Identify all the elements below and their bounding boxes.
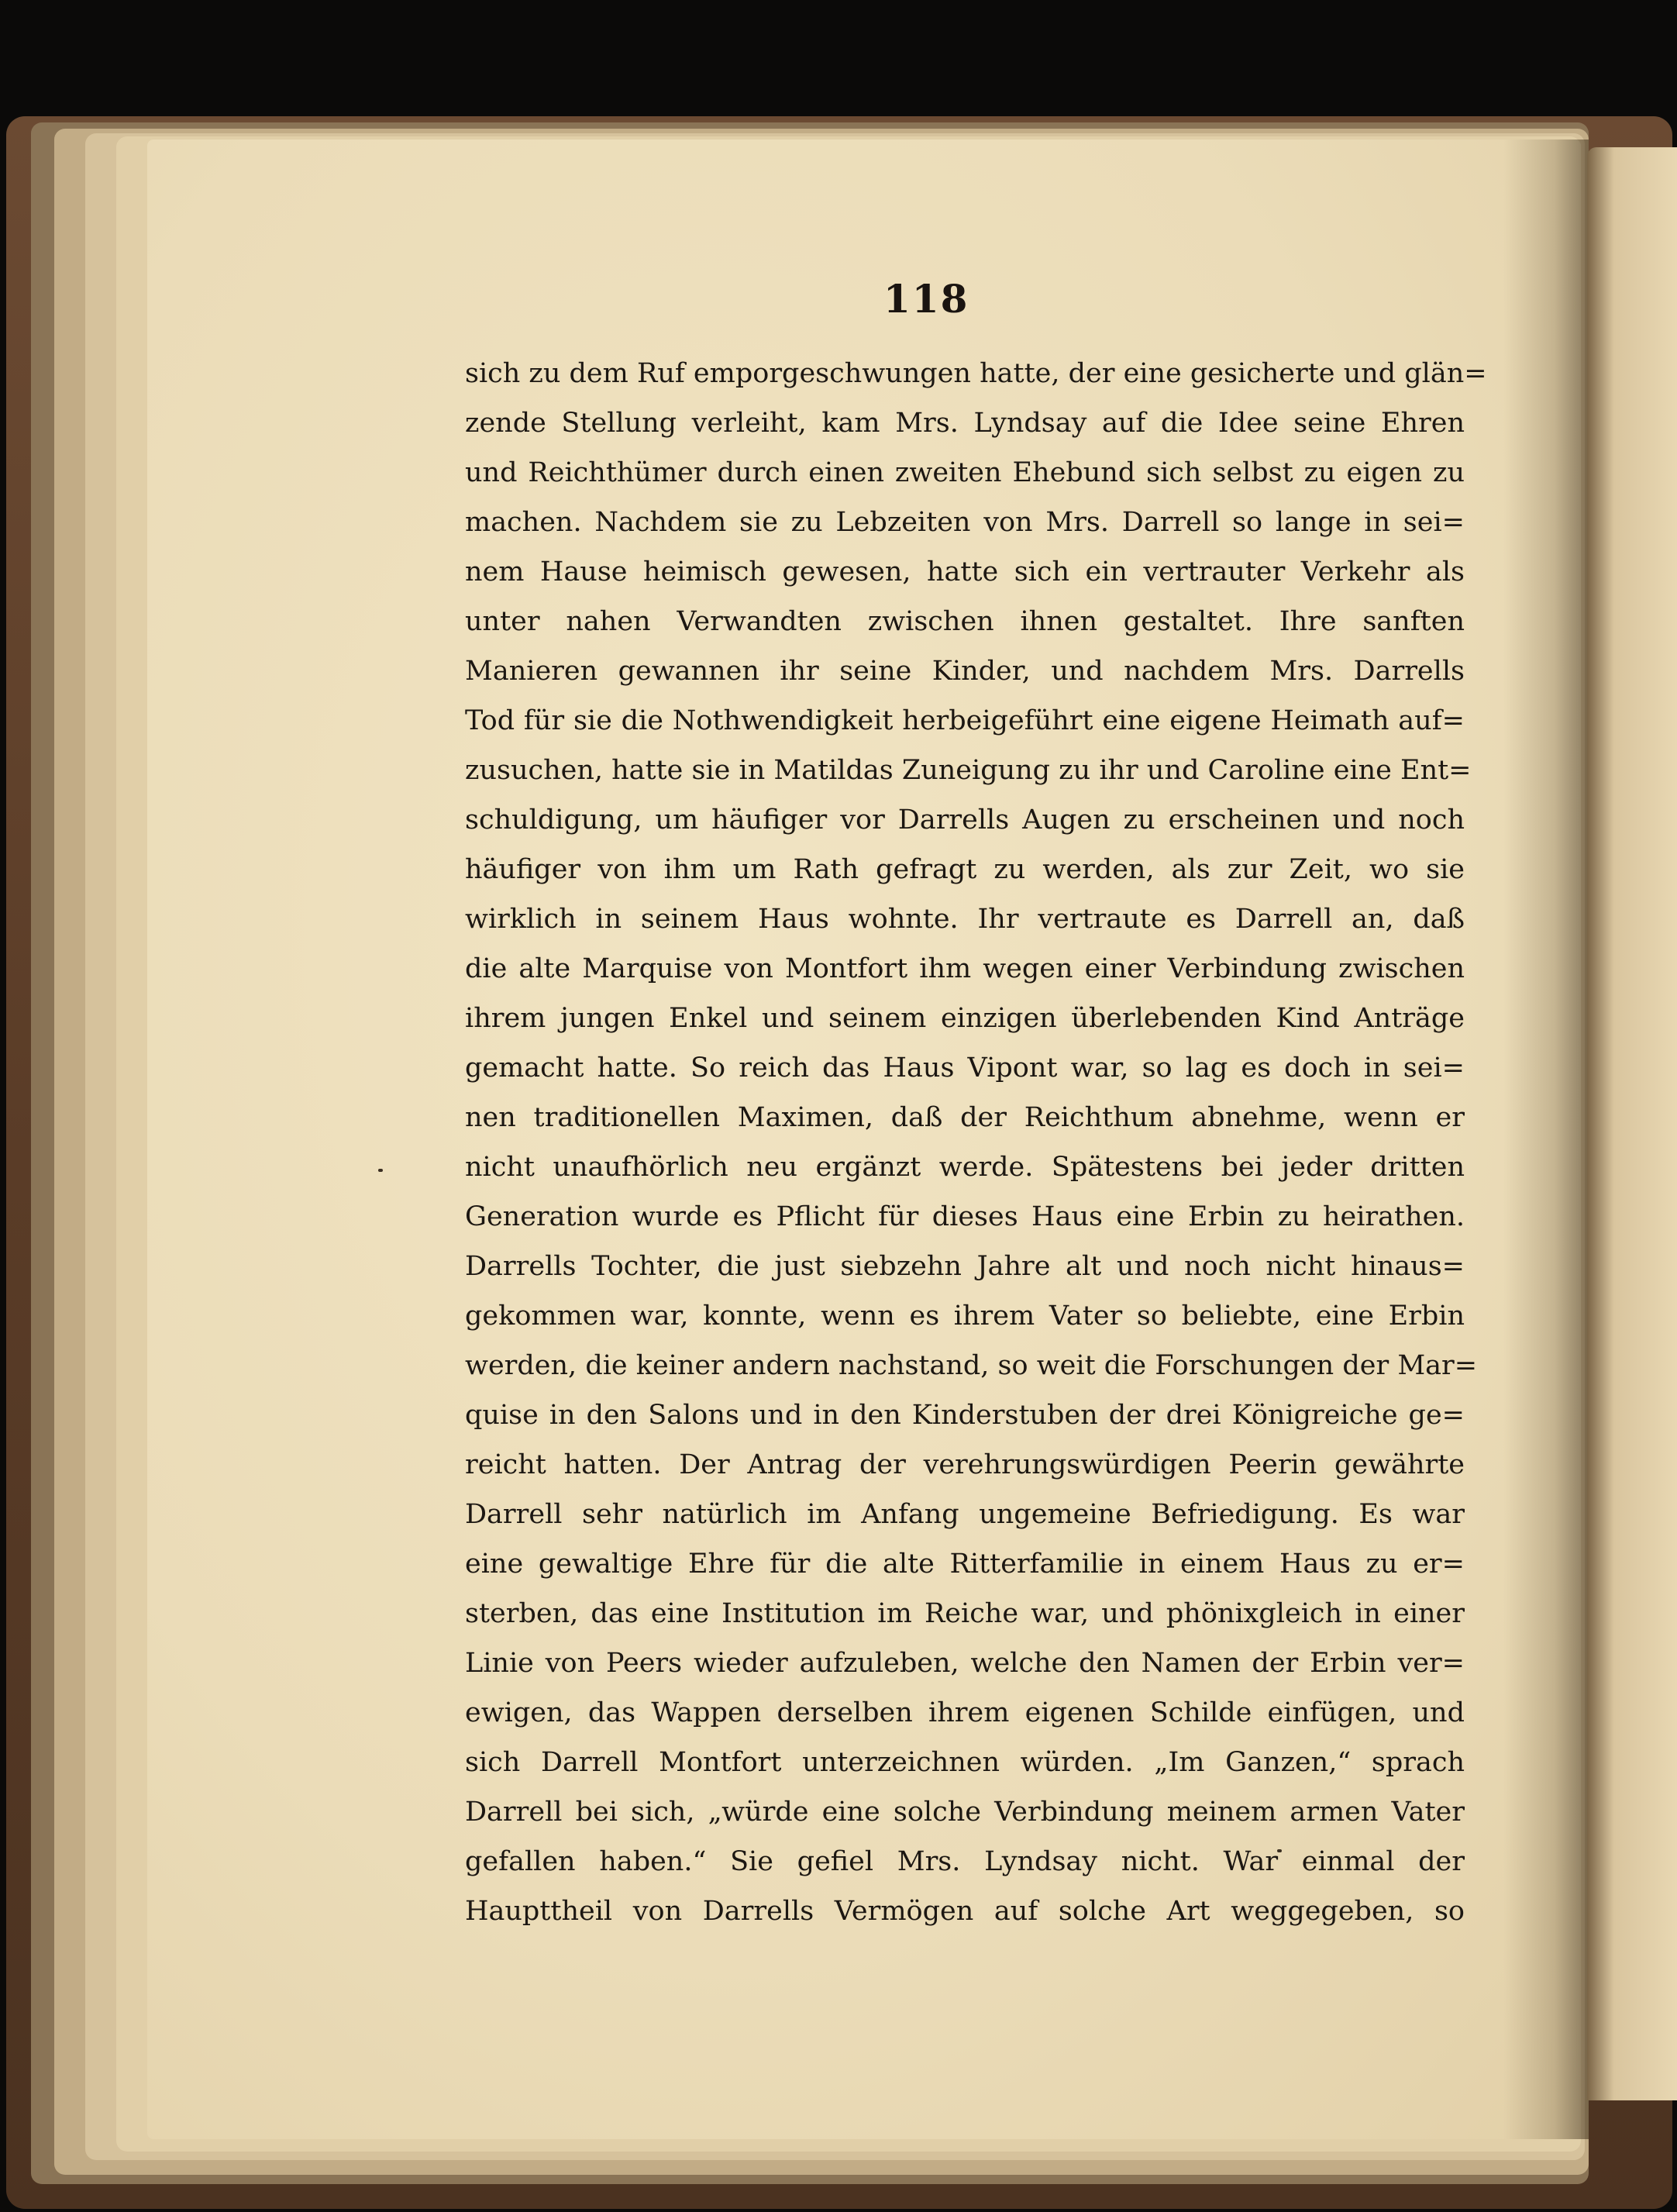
text-line: sterben, das eine Institution im Reiche war, und phönixgleich in einer: [465, 1598, 1465, 1629]
text-line: wirklich in seinem Haus wohnte. Ihr vertraute es Darrell an, daß: [465, 904, 1465, 935]
text-line: ihrem jungen Enkel und seinem einzigen überlebenden Kind Anträge: [465, 1003, 1465, 1034]
text-line: Darrell sehr natürlich im Anfang ungemeine Befriedigung. Es war: [465, 1499, 1465, 1530]
text-line: machen. Nachdem sie zu Lebzeiten von Mrs. Darrell so lange in sei=: [465, 507, 1465, 538]
text-line: nicht unaufhörlich neu ergänzt werde. Spätestens bei jeder dritten: [465, 1152, 1465, 1183]
ink-speck: [378, 1169, 383, 1172]
text-line: sich zu dem Ruf emporgeschwungen hatte, der eine gesicherte und glän=: [465, 358, 1487, 389]
body-text: [465, 349, 1487, 1936]
text-line: Darrells Tochter, die just siebzehn Jahre alt und noch nicht hinaus=: [465, 1251, 1465, 1282]
text-line: zende Stellung verleiht, kam Mrs. Lyndsay auf die Idee seine Ehren: [465, 408, 1465, 439]
text-line: quise in den Salons und in den Kinderstuben der drei Königreiche ge=: [465, 1400, 1465, 1431]
text-line: gemacht hatte. So reich das Haus Vipont war, so lag es doch in sei=: [465, 1053, 1465, 1084]
text-line: ewigen, das Wappen derselben ihrem eigenen Schilde einfügen, und: [465, 1697, 1465, 1728]
text-line: reicht hatten. Der Antrag der verehrungswürdigen Peerin gewährte: [465, 1449, 1465, 1480]
text-line: Darrell bei sich, „würde eine solche Verbindung meinem armen Vater: [465, 1797, 1465, 1828]
text-line: sich Darrell Montfort unterzeichnen würden. „Im Ganzen,“ sprach: [465, 1747, 1465, 1778]
text-line: gefallen haben.“ Sie gefiel Mrs. Lyndsay nicht. War einmal der: [465, 1846, 1465, 1877]
text-line: werden, die keiner andern nachstand, so weit die Forschungen der Mar=: [465, 1350, 1478, 1381]
text-line: schuldigung, um häufiger vor Darrells Augen zu erscheinen und noch: [465, 805, 1465, 836]
text-line: gekommen war, konnte, wenn es ihrem Vater so beliebte, eine Erbin: [465, 1301, 1465, 1332]
text-line: Linie von Peers wieder aufzuleben, welche den Namen der Erbin ver=: [465, 1648, 1465, 1679]
text-line: häufiger von ihm um Rath gefragt zu werden, als zur Zeit, wo sie: [465, 854, 1465, 885]
text-line: Manieren gewannen ihr seine Kinder, und nachdem Mrs. Darrells: [465, 656, 1465, 687]
text-line: nen traditionellen Maximen, daß der Reichthum abnehme, wenn er: [465, 1102, 1465, 1133]
text-line: zusuchen, hatte sie in Matildas Zuneigung zu ihr und Caroline eine Ent=: [465, 755, 1472, 786]
text-line: und Reichthümer durch einen zweiten Ehebund sich selbst zu eigen zu: [465, 457, 1465, 488]
text-line: eine gewaltige Ehre für die alte Ritterfamilie in einem Haus zu er=: [465, 1549, 1465, 1580]
text-line: Haupttheil von Darrells Vermögen auf solche Art weggegeben, so: [465, 1896, 1465, 1927]
text-line: unter nahen Verwandten zwischen ihnen gestaltet. Ihre sanften: [465, 606, 1465, 637]
text-line: die alte Marquise von Montfort ihm wegen einer Verbindung zwischen: [465, 953, 1465, 984]
text-line: nem Hause heimisch gewesen, hatte sich ein vertrauter Verkehr als: [465, 556, 1465, 587]
page-gutter-shadow: [1503, 140, 1589, 2139]
text-line: Generation wurde es Pflicht für dieses Haus eine Erbin zu heirathen.: [465, 1201, 1465, 1232]
text-line: Tod für sie die Nothwendigkeit herbeigeführt eine eigene Heimath auf=: [465, 705, 1465, 736]
page-number: 118: [883, 276, 969, 322]
facing-page: [1587, 147, 1677, 2100]
